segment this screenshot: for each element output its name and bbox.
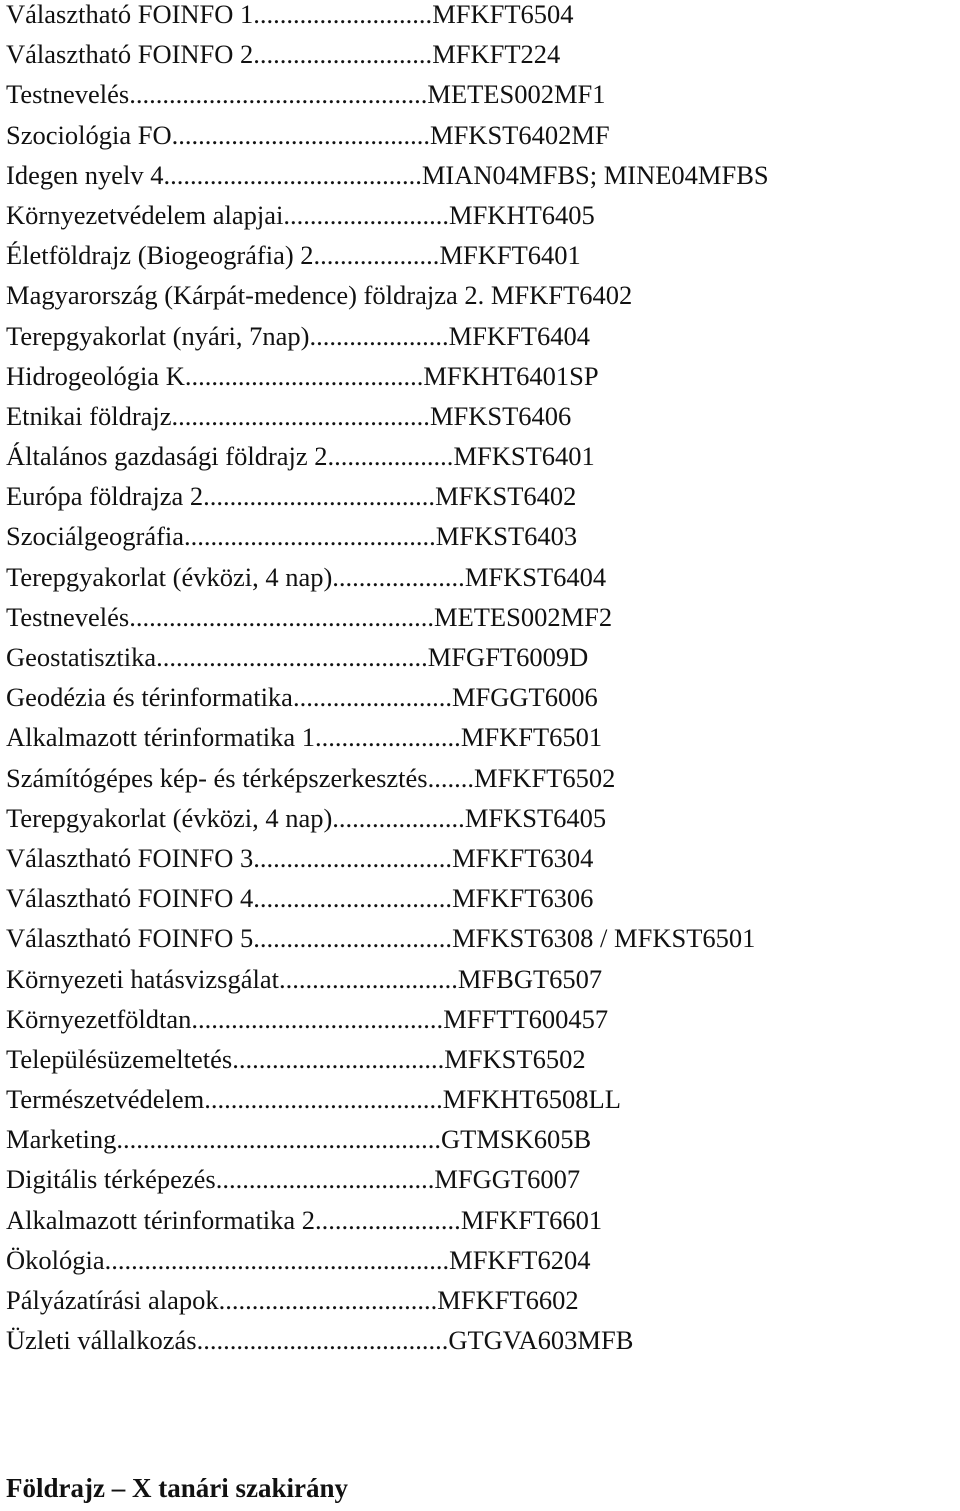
course-row <box>6 115 769 155</box>
course-row <box>6 1320 769 1360</box>
course-name: Alkalmazott térinformatika 1...................... <box>6 722 461 753</box>
course-name: Geostatisztika......................................... <box>6 642 428 672</box>
course-name: Európa földrajza 2................................... <box>6 481 436 512</box>
course-code: MIAN04MFBS; MINE04MFBS <box>421 159 769 190</box>
course-row <box>6 1240 769 1280</box>
course-code: MFKFT6204 <box>449 1244 591 1275</box>
course-code: MFKST6405 <box>464 802 607 833</box>
course-code: MFFTT600457 <box>443 1003 609 1034</box>
course-row <box>6 1079 769 1119</box>
course-name: Településüzemeltetés................................ <box>6 1043 445 1074</box>
course-name: Digitális térképezés................................. <box>6 1164 435 1195</box>
course-row <box>6 717 769 757</box>
course-name: Környezeti hatásvizsgálat........................... <box>6 963 458 994</box>
course-name: Választható FOINFO 5.............................. <box>6 923 453 954</box>
course-name: Szociálgeográfia...................................... <box>6 521 436 552</box>
course-name: Ökológia.................................................... <box>6 1244 450 1275</box>
course-code: MFKFT6402 <box>490 280 633 311</box>
course-code: MFKFT6501 <box>460 722 603 753</box>
course-code: MFGGT6007 <box>434 1164 581 1195</box>
course-code: MFKST6402MF <box>430 119 610 150</box>
course-code: MFKST6308 / MFKST6501 <box>452 923 756 954</box>
course-code: MFKFT6502 <box>474 762 616 793</box>
course-code: MFKFT6504 <box>432 0 574 29</box>
course-row <box>6 436 769 476</box>
course-row <box>6 516 769 556</box>
course-row <box>6 195 769 235</box>
course-name: Választható FOINFO 4.............................. <box>6 883 453 914</box>
course-row <box>6 155 769 195</box>
course-name: Üzleti vállalkozás...................................... <box>6 1325 449 1356</box>
course-row <box>6 1119 769 1159</box>
section-heading: Földrajz – X tanári szakirány <box>6 1473 348 1503</box>
course-row <box>6 758 769 798</box>
course-name: Terepgyakorlat (nyári, 7nap)..................... <box>6 320 449 351</box>
course-code: MFKST6404 <box>464 561 607 592</box>
course-name: Pályázatírási alapok................................. <box>6 1285 438 1315</box>
course-name: Idegen nyelv 4....................................... <box>6 159 422 190</box>
course-name: Alkalmazott térinformatika 2...................... <box>6 1204 461 1235</box>
course-name: Testnevelés.............................................. <box>6 601 434 632</box>
course-code: MFGFT6009D <box>427 642 589 672</box>
course-code: MFKFT6401 <box>439 240 581 271</box>
course-code: MFKFT224 <box>432 39 561 70</box>
course-row <box>6 838 769 878</box>
course-row <box>6 1039 769 1079</box>
course-row <box>6 396 769 436</box>
course-code: MFKFT6602 <box>437 1285 579 1315</box>
course-name: Magyarország (Kárpát-medence) földrajza 2. <box>6 280 491 311</box>
course-row <box>6 235 769 275</box>
course-code: METES002MF1 <box>427 79 606 110</box>
course-code: GTGVA603MFB <box>448 1325 634 1356</box>
course-code: MFKST6502 <box>444 1043 586 1074</box>
course-name: Választható FOINFO 3.............................. <box>6 842 453 873</box>
course-name: Hidrogeológia K.................................... <box>6 360 424 391</box>
course-row <box>6 1159 769 1199</box>
course-name: Általános gazdasági földrajz 2................... <box>6 441 454 472</box>
course-row <box>6 959 769 999</box>
course-code: MFKST6406 <box>429 400 572 431</box>
course-row <box>6 637 769 677</box>
course-name: Szociológia FO....................................... <box>6 119 430 150</box>
course-name: Geodézia és térinformatika........................ <box>6 682 452 713</box>
course-row <box>6 597 769 637</box>
course-row <box>6 918 769 958</box>
course-row <box>6 878 769 918</box>
course-code: MFKST6403 <box>435 521 578 552</box>
course-name: Életföldrajz (Biogeográfia) 2................... <box>6 240 440 271</box>
course-name: Terepgyakorlat (évközi, 4 nap).................... <box>6 802 465 833</box>
course-code: MFKST6401 <box>453 441 595 472</box>
course-name: Természetvédelem.................................... <box>6 1084 443 1115</box>
course-code: MFBGT6507 <box>457 963 603 994</box>
course-name: Testnevelés............................................. <box>6 79 428 110</box>
course-row <box>6 275 769 315</box>
course-code: MFKFT6304 <box>452 842 594 873</box>
course-name: Választható FOINFO 1........................... <box>6 0 433 29</box>
course-row <box>6 677 769 717</box>
course-name: Terepgyakorlat (évközi, 4 nap).................... <box>6 561 465 592</box>
course-row <box>6 798 769 838</box>
course-code: GTMSK605B <box>441 1124 592 1155</box>
course-code: MFKFT6404 <box>448 320 590 351</box>
course-row <box>6 74 769 114</box>
course-name: Környezetföldtan...................................... <box>6 1003 444 1034</box>
course-code: MFGGT6006 <box>451 682 598 713</box>
course-row <box>6 476 769 516</box>
course-code: MFKST6402 <box>435 481 577 512</box>
course-row <box>6 1200 769 1240</box>
course-row <box>6 316 769 356</box>
course-code: MFKFT6306 <box>452 883 594 914</box>
course-row <box>6 356 769 396</box>
course-code: MFKHT6508LL <box>442 1084 621 1115</box>
course-row <box>6 1280 769 1320</box>
course-row <box>6 557 769 597</box>
course-code: MFKHT6401SP <box>423 360 599 391</box>
course-name: Környezetvédelem alapjai......................... <box>6 199 449 230</box>
course-row <box>6 999 769 1039</box>
course-code: METES002MF2 <box>434 601 613 632</box>
course-name: Marketing................................................. <box>6 1124 442 1155</box>
course-name: Számítógépes kép- és térképszerkesztés....... <box>6 762 474 793</box>
course-name: Választható FOINFO 2........................... <box>6 39 433 70</box>
course-row <box>6 0 769 34</box>
course-name: Etnikai földrajz....................................... <box>6 400 430 431</box>
course-code: MFKHT6405 <box>449 199 595 230</box>
course-list <box>6 0 769 1360</box>
course-row <box>6 34 769 74</box>
course-code: MFKFT6601 <box>460 1204 603 1235</box>
